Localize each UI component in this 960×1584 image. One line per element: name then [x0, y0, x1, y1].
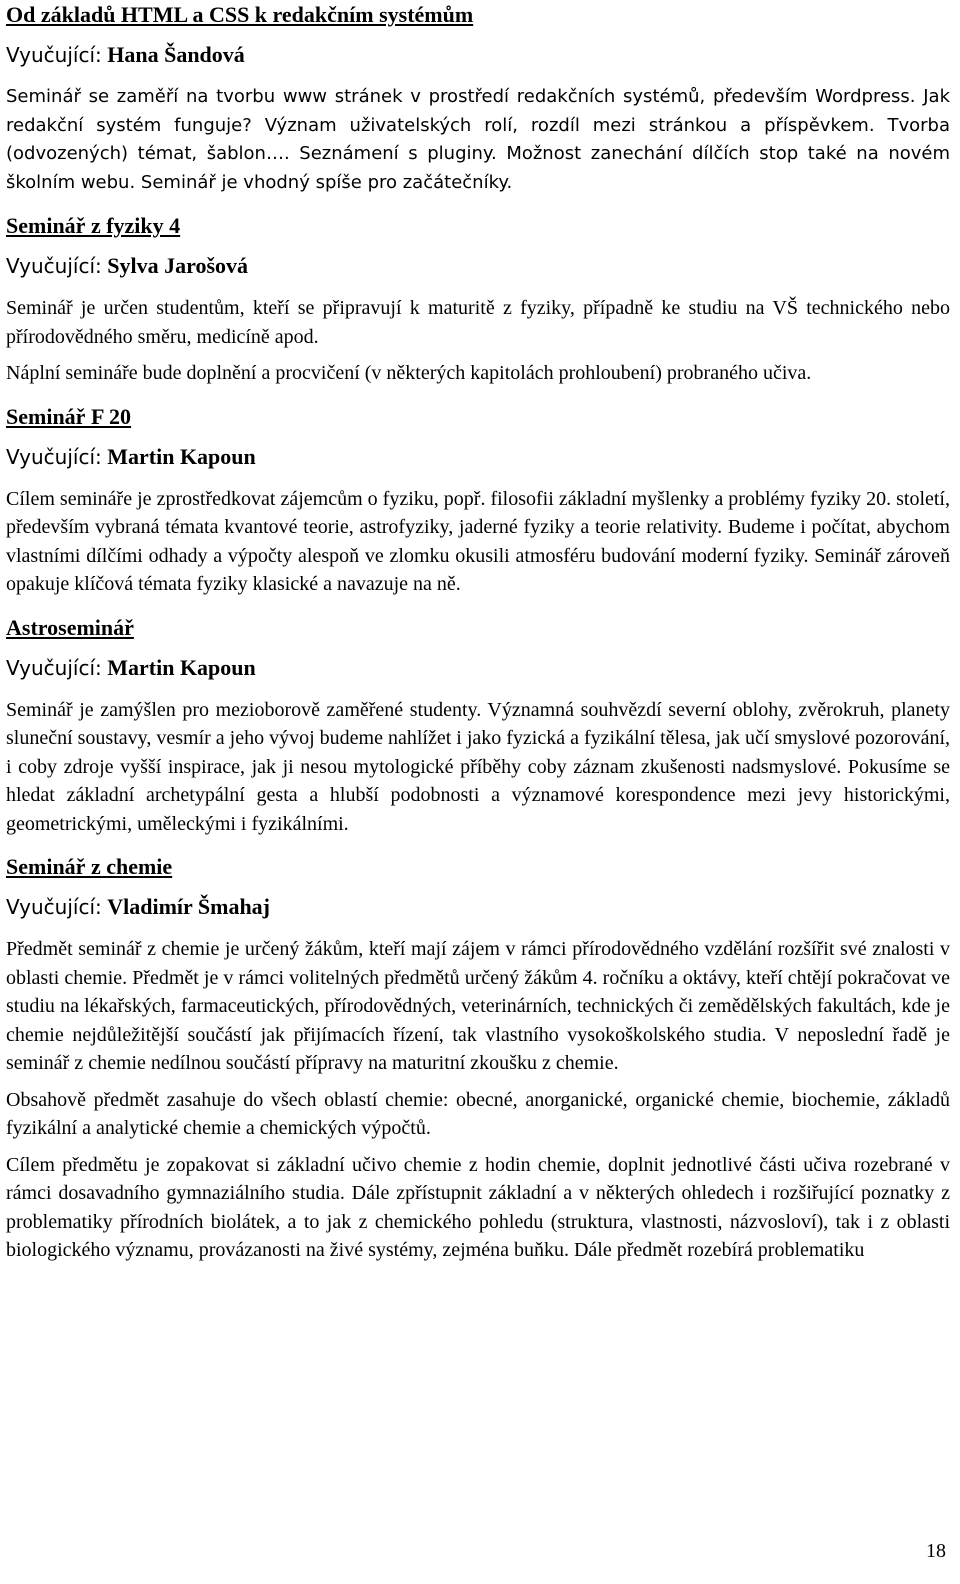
- course-description: Náplní semináře bude doplnění a procvičení (v některých kapitolách prohloubení) probraného učiva.: [6, 362, 812, 384]
- document-page: [6, 0, 950, 1273]
- teacher-label: Vyučující:: [6, 254, 102, 278]
- teacher-line: [6, 654, 950, 682]
- teacher-label: Vyučující:: [6, 43, 102, 67]
- course-section: [6, 0, 950, 197]
- teacher-line: [6, 41, 950, 69]
- teacher-name: Vladimír Šmahaj: [107, 894, 271, 919]
- teacher-label: Vyučující:: [6, 444, 102, 469]
- course-description: Předmět seminář z chemie je určený žákům, kteří mají zájem v rámci přírodovědného vzdělání rozšířit své znalosti v oblasti chemie. Předmět je v rámci volitelných předmětů určený žákům 4. ročníku a oktávy, kteří chtějí pokračovat ve studiu na lékařských, farmaceutických, přírodovědných, veterinárních, technických či zemědělských fakultách, kde je chemie nejdůležitější součástí jak přijímacích řízení, tak vlastního vysokoškolského studia. V neposlední řadě je seminář z chemie nedílnou součástí přípravy na maturitní zkoušku z chemie.: [6, 938, 950, 1074]
- course-section: [6, 402, 950, 599]
- teacher-name: Sylva Jarošová: [107, 253, 249, 278]
- course-description: Cílem semináře je zprostředkovat zájemcům o fyziku, popř. filosofii základní myšlenky a problémy fyziky 20. století, především vybraná témata kvantové teorie, astrofyziky, jaderné fyziky a teorie relativity. Budeme i počítat, abychom vlastními dílčími odhady a výpočty alespoň ve zlomku okusili atmosféru budování moderní fyziky. Seminář zároveň opakuje klíčová témata fyziky klasické a navazuje na ně.: [6, 487, 950, 595]
- course-title: Seminář z chemie: [6, 854, 173, 879]
- course-section: [6, 211, 950, 388]
- teacher-line: [6, 443, 950, 471]
- course-title: Seminář z fyziky 4: [6, 213, 181, 238]
- course-title: Seminář F 20: [6, 403, 132, 429]
- teacher-name: Martin Kapoun: [107, 443, 256, 469]
- course-description: Cílem předmětu je zopakovat si základní učivo chemie z hodin chemie, doplnit jednotlivé části učiva rozebrané v rámci dosavadního gymnaziálního studia. Dále zpřístupnit základní a v některých ohledech i rozšiřující poznatky z problematiky přírodních biolátek, a to jak z chemického pohledu (struktura, vlastnosti, názvosloví), tak i z oblasti biologického významu, provázanosti na živé systémy, zejména buňku. Dále předmět rozebírá problematiku: [6, 1153, 950, 1261]
- teacher-name: Hana Šandová: [107, 42, 245, 67]
- teacher-line: [6, 252, 950, 280]
- course-title: Astroseminář: [6, 614, 134, 640]
- course-title: Od základů HTML a CSS k redakčním systémům: [6, 2, 474, 27]
- teacher-label: Vyučující:: [6, 895, 102, 919]
- course-section: [6, 852, 950, 1265]
- teacher-line: [6, 893, 950, 921]
- course-section: [6, 613, 950, 839]
- teacher-label: Vyučující:: [6, 655, 102, 680]
- course-description: Seminář je zamýšlen pro mezioborově zaměřené studenty. Významná souhvězdí severní oblohy, zvěrokruh, planety sluneční soustavy, vesmír a jeho vývoj budeme nahlížet i jako fyzická a fyzikální tělesa, jak učí smyslové pozorování, i coby zdroje vyšší inspirace, jak ji nesou mytologické příběhy coby záznam zkušenosti nadsmyslové. Pokusíme se hledat základní archetypální gesta a hlubší podobnosti a významové korespondence mezi jevy historickými, geometrickými, uměleckými i fyzikálními.: [6, 698, 950, 835]
- teacher-name: Martin Kapoun: [107, 654, 256, 680]
- course-description: Obsahově předmět zasahuje do všech oblastí chemie: obecné, anorganické, organické chemie, biochemie, základů fyzikální a analytické chemie a chemických výpočtů.: [6, 1088, 950, 1139]
- page-number: 18: [926, 1540, 946, 1562]
- course-description: Seminář se zaměří na tvorbu www stránek v prostředí redakčních systémů, především Wordpress. Jak redakční systém funguje? Význam uživatelských rolí, rozdíl mezi stránkou a příspěvkem. Tvorba (odvozených) témat, šablon…. Seznámení s pluginy. Možnost zanechání dílčích stop také na novém školním webu. Seminář je vhodný spíše pro začátečníky.: [6, 86, 950, 193]
- course-description: Seminář je určen studentům, kteří se připravují k maturitě z fyziky, případně ke studiu na VŠ technického nebo přírodovědného směru, medicíně apod.: [6, 297, 950, 348]
